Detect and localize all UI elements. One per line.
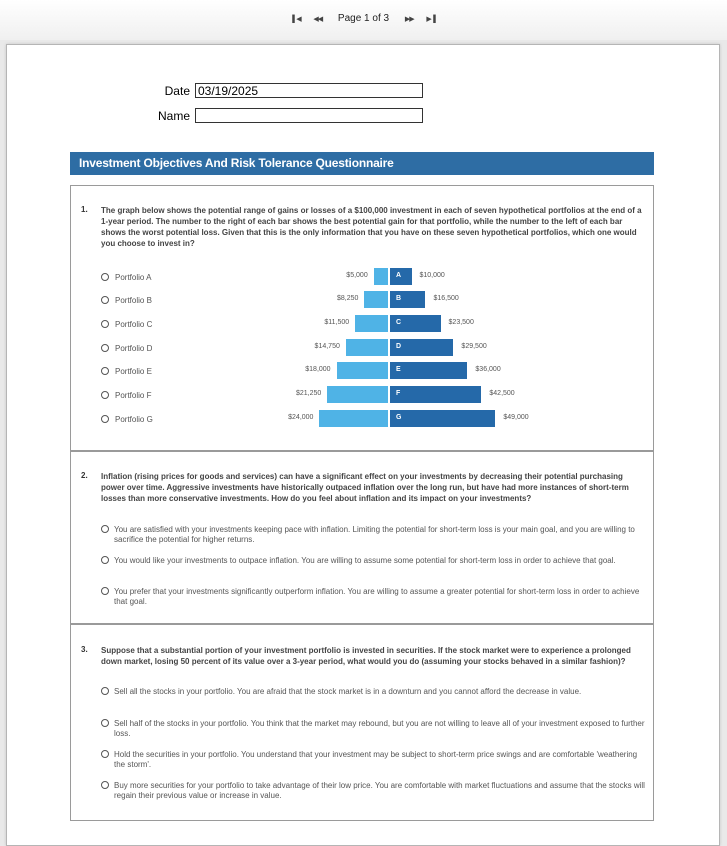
portfolio-radio[interactable] — [101, 273, 109, 281]
question-3-box — [70, 624, 654, 821]
gain-value-label: $36,000 — [475, 366, 501, 373]
portfolio-option-label: Portfolio E — [115, 367, 152, 376]
answer-radio[interactable] — [101, 587, 109, 595]
date-label: Date — [164, 84, 190, 98]
loss-value-label: $5,000 — [346, 272, 368, 279]
bar-category-label: F — [396, 390, 401, 397]
loss-bar — [374, 268, 388, 285]
answer-radio[interactable] — [101, 687, 109, 695]
loss-value-label: $21,250 — [295, 390, 322, 397]
portfolio-radio[interactable] — [101, 391, 109, 399]
bar-category-label: G — [396, 414, 402, 421]
loss-value-label: $11,500 — [324, 319, 350, 326]
question-3-number: 3. — [81, 645, 88, 654]
question-3-text: Suppose that a substantial portion of your investment portfolio is invested in securities. If the stock market were to experience a prolonged down market, losing 50 percent of its value over a 3-year period, what would you do (assuming your stocks behaved in a similar fashion)? — [101, 646, 631, 666]
loss-value-label: $14,750 — [314, 343, 340, 350]
last-page-icon[interactable]: ▶▐ — [426, 15, 435, 23]
question-2-text: Inflation (rising prices for goods and services) can have a significant effect on your investments by decreasing their potential purchasing power over time. Aggressive investments have historically outpaced inflation over the long run, but have had more instances of short-term losses than more conservative investments. How do you feel about inflation and its impact on your investments? — [101, 472, 629, 503]
portfolio-option-label: Portfolio A — [115, 273, 152, 282]
loss-bar — [355, 315, 388, 332]
answer-option-label: You prefer that your investments significantly outperform inflation. You are willing to assume a greater potential for short-term loss in order to achieve that goal. — [114, 587, 640, 606]
gain-bar — [390, 362, 467, 379]
section-title: Investment Objectives And Risk Tolerance Questionnaire — [70, 152, 654, 175]
gain-value-label: $10,000 — [419, 272, 445, 279]
previous-page-icon[interactable]: ◀◀ — [313, 15, 323, 23]
answer-radio[interactable] — [101, 750, 109, 758]
answer-option-label: Sell half of the stocks in your portfolio. You think that the market may rebound, but you are not willing to leave all of your investment exposed to further loss. — [114, 719, 645, 738]
report-page — [6, 44, 720, 846]
gain-bar — [390, 386, 481, 403]
portfolio-option-label: Portfolio C — [115, 320, 153, 329]
bar-category-label: C — [396, 319, 402, 326]
bar-category-label: A — [396, 272, 402, 279]
date-field[interactable]: 03/19/2025 — [195, 83, 423, 98]
report-toolbar — [0, 0, 727, 40]
answer-option-label: You would like your investments to outpace inflation. You are willing to assume some potential for short-term loss in order to achieve that goal. — [114, 556, 616, 565]
gain-bar — [390, 410, 495, 427]
portfolio-option-label: Portfolio D — [115, 344, 153, 353]
loss-bar — [364, 291, 388, 308]
loss-bar — [319, 410, 388, 427]
portfolio-option-label: Portfolio G — [115, 415, 153, 424]
answer-option-label: You are satisfied with your investments keeping pace with inflation. Limiting the potential for short-term loss is your main goal, and you are willing to sacrifice the potential for higher returns. — [114, 525, 635, 544]
gain-value-label: $42,500 — [489, 390, 515, 397]
gain-value-label: $23,500 — [448, 319, 474, 326]
gain-value-label: $29,500 — [461, 343, 487, 350]
answer-radio[interactable] — [101, 525, 109, 533]
portfolio-radio[interactable] — [101, 296, 109, 304]
question-2-number: 2. — [81, 471, 88, 480]
loss-value-label: $8,250 — [337, 295, 359, 302]
loss-bar — [337, 362, 388, 379]
next-page-icon[interactable]: ▶▶ — [404, 15, 414, 23]
name-field[interactable] — [195, 108, 423, 123]
answer-option-label: Hold the securities in your portfolio. You understand that your investment may be subject to short-term price swings and are comfortable 'weathering the storm'. — [114, 750, 638, 769]
first-page-icon[interactable]: ▌◀ — [292, 15, 301, 23]
answer-option-label: Buy more securities for your portfolio to take advantage of their low price. You are comfortable with market fluctuations and assume that the stocks will regain their previous value or increase in value. — [114, 781, 645, 800]
question-1-number: 1. — [81, 205, 88, 214]
gain-value-label: $49,000 — [503, 414, 529, 421]
portfolio-radio[interactable] — [101, 415, 109, 423]
answer-radio[interactable] — [101, 719, 109, 727]
portfolio-option-label: Portfolio B — [115, 296, 152, 305]
bar-category-label: E — [396, 366, 401, 373]
name-label: Name — [157, 109, 190, 123]
portfolio-option-label: Portfolio F — [115, 391, 152, 400]
question-1-text: The graph below shows the potential range of gains or losses of a $100,000 investment in each of seven hypothetical portfolios at the end of a 1-year period. The number to the right of each bar shows the best potential gain for that portfolio, while the number to the left of each bar shows the worst potential loss. Given that this is the only information that you have on these seven hypothetical portfolios, which one would you choose to invest in? — [101, 206, 642, 248]
page-indicator: Page 1 of 3 — [337, 13, 390, 24]
question-2-box — [70, 451, 654, 624]
answer-option-label: Sell all the stocks in your portfolio. You are afraid that the stock market is in a downturn and you cannot afford the decrease in value. — [114, 687, 582, 696]
question-1-box — [70, 185, 654, 451]
answer-radio[interactable] — [101, 781, 109, 789]
portfolio-radio[interactable] — [101, 367, 109, 375]
pager — [0, 13, 727, 24]
loss-bar — [346, 339, 388, 356]
answer-radio[interactable] — [101, 556, 109, 564]
bar-category-label: D — [396, 343, 402, 350]
loss-value-label: $24,000 — [288, 414, 314, 421]
loss-bar — [327, 386, 388, 403]
portfolio-radio[interactable] — [101, 344, 109, 352]
portfolio-radio[interactable] — [101, 320, 109, 328]
gain-value-label: $16,500 — [433, 295, 459, 302]
loss-value-label: $18,000 — [305, 366, 331, 373]
bar-category-label: B — [396, 295, 402, 302]
